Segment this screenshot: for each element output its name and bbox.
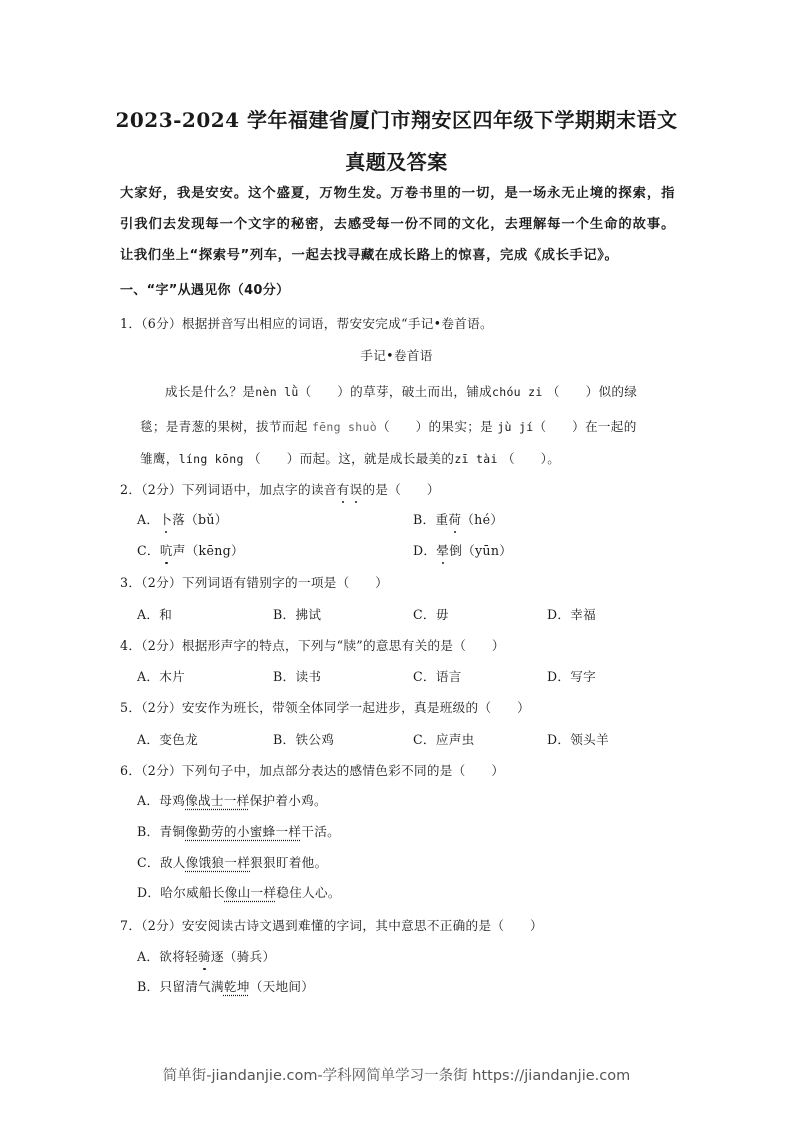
emphasized-phrase: 像勤劳的小蜜蜂一样 [185,824,302,839]
question-4-option-b: B．读书 [273,669,322,684]
question-3-option-b: B．拂试 [273,607,322,622]
emphasized-char: 骑 [198,946,211,965]
question-1-line2 [140,416,637,435]
pinyin: nèn lǜ [255,385,299,399]
text: 的是（ ） [362,482,440,497]
question-7-option-a [137,946,275,965]
option-text: 保护着小鸡。 [249,793,327,808]
emphasized-phrase: 像山一样 [224,885,277,900]
emphasized-char: 吭 [160,540,173,559]
emphasized-phrase: 像战士一样 [185,793,250,808]
option-label: B． [137,979,160,994]
option-text: 只留清气满 [159,979,224,994]
section-heading-1: 一、“字”从遇见你（40分） [120,283,290,298]
pinyin: líng kōng [178,452,244,466]
question-5-option-b: B．铁公鸡 [273,732,335,747]
question-2-option-b [413,509,503,528]
pinyin: chóu zi [492,385,543,399]
blank-text: （ ）在一起的 [533,419,637,434]
option-text: 干活。 [301,824,340,839]
text: 成长是什么？是 [165,384,256,399]
option-text: （天地间） [249,979,315,994]
option-text: 狠狠盯着他。 [250,855,328,870]
question-2-option-a [137,509,228,528]
option-label: A． [137,512,160,527]
question-6-option-b [137,821,340,840]
option-text: 倒（yūn） [449,543,513,558]
footer-watermark: 简单街-jiandanjie.com-学科网简单学习一条街 https://jiandanjie.com [162,1068,631,1084]
intro-paragraph: 大家好，我是安安。这个盛夏，万物生发。万卷书里的一切，是一场永无止境的探索，指引我们去发现每一个文字的秘密，去感受每一份不同的文化，去理解每一个生命的故事。让我们坐上“探索号”列车，一起去找寻藏在成长路上的惊喜，完成《成长手记》。 [120,186,675,263]
question-5-stem: 5．（2分）安安作为班长，带领全体同学一起进步，真是班级的（ ） [120,700,531,715]
question-4-option-d: D．写字 [547,669,597,684]
option-text: 稳住人心。 [276,885,341,900]
emphasized-char: 有 [337,479,350,498]
document-title-line1: 2023-2024 学年福建省厦门市翔安区四年级下学期期末语文 [115,108,678,132]
pinyin: zī tài [454,452,498,466]
text: 雏鹰， [140,451,179,466]
emphasized-phrase: 乾坤 [223,979,250,994]
question-7-stem: 7．（2分）安安阅读古诗文遇到难懂的字词，其中意思不正确的是（ ） [120,918,543,933]
option-label: C． [137,855,160,870]
question-6-option-d [137,882,341,901]
pinyin: fēng shuò [311,420,377,434]
emphasized-char: 卜 [159,509,172,528]
option-text: 重 [435,512,449,527]
option-text: 哈尔威船长 [160,885,225,900]
pinyin: jù jí [497,420,534,434]
emphasized-phrase: 像饿狼一样 [185,855,251,870]
question-2-stem [120,479,440,498]
option-label: A． [137,949,160,964]
question-3-option-a: A．和 [137,607,173,622]
question-7-option-b [137,976,314,995]
blank-text: （ ）而起。这，就是成长最美的 [248,451,455,466]
option-text: 母鸡 [159,793,186,808]
option-text: 欲将轻 [159,949,198,964]
question-2-option-d [413,540,512,559]
emphasized-char: 晕 [436,540,449,559]
question-6-option-a [137,790,327,809]
question-1-subtitle: 手记•卷首语 [360,348,433,363]
option-label: B． [413,512,436,527]
text: 毯；是青葱的果树，拔节而起 [140,419,308,434]
question-2-option-c [137,540,244,559]
option-text: （hé） [461,512,504,527]
question-3-option-c: C．毋 [413,607,449,622]
option-label: D． [137,885,161,900]
question-6-option-c [137,852,327,871]
option-text: 逐（骑兵） [210,949,276,964]
option-label: C． [137,543,160,558]
question-1-stem: 1．（6分）根据拼音写出相应的词语，帮安安完成“手记•卷首语。 [120,316,493,331]
option-label: B． [137,824,160,839]
text: 2．（2分）下列词语中，加点字的读音 [120,482,337,497]
question-6-stem: 6．（2分）下列句子中，加点部分表达的感情色彩不同的是（ ） [120,763,505,778]
question-4-stem: 4．（2分）根据形声字的特点，下列与“牍”的意思有关的是（ ） [120,638,505,653]
option-label: D． [413,543,437,558]
option-text: 声（kēng） [172,543,244,558]
emphasized-char: 荷 [448,509,461,528]
option-text: 敌人 [159,855,186,870]
option-text: 落（bǔ） [172,512,228,527]
option-label: A． [137,793,160,808]
question-3-option-d: D．幸福 [547,607,597,622]
emphasized-char: 误 [350,479,363,498]
blank-text: （ ）的草芽，破土而出，铺成 [298,384,493,399]
blank-text: （ ）的果实；是 [376,419,493,434]
question-1-line1 [165,381,637,400]
question-5-option-a: A．变色龙 [137,732,198,747]
blank-text: （ ）似的绿 [546,384,638,399]
question-1-line3 [140,448,560,467]
document-title-line2: 真题及答案 [345,150,448,174]
blank-text: （ ）。 [501,451,561,466]
question-5-option-c: C．应声虫 [413,732,475,747]
option-text: 青铜 [159,824,186,839]
question-5-option-d: D．领头羊 [547,732,609,747]
question-3-stem: 3．（2分）下列词语有错别字的一项是（ ） [120,575,389,590]
question-4-option-a: A．木片 [137,669,186,684]
question-4-option-c: C．语言 [413,669,462,684]
